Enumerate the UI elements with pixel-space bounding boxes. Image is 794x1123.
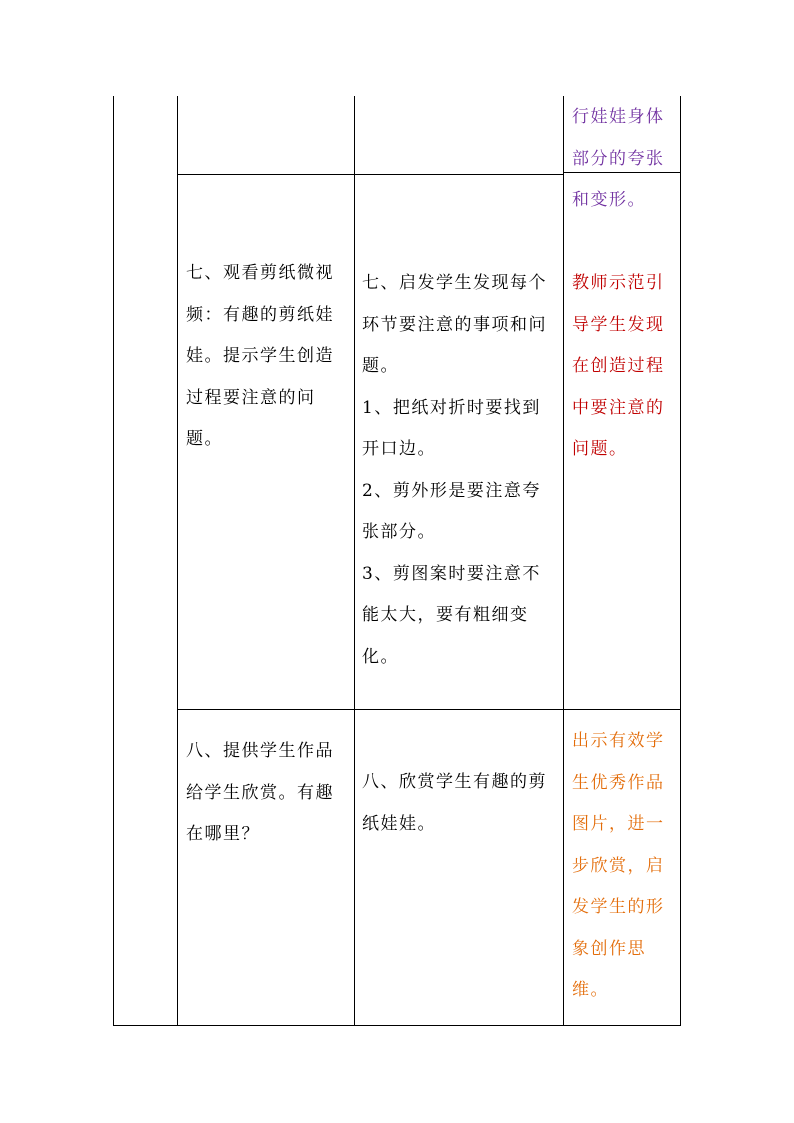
row-3-note-text: 出示有效学生优秀作品图片，进一步欣赏，启发学生的形象创作思维。 bbox=[572, 731, 665, 1000]
row-2-student-line-3: 2、剪外形是要注意夸张部分。 bbox=[362, 480, 541, 542]
row-2-teacher-activity bbox=[186, 253, 350, 461]
column-divider-1 bbox=[177, 96, 178, 1026]
row-2-note bbox=[572, 263, 674, 471]
row-3-student-line-1: 八、欣赏学生有趣的剪纸娃娃。 bbox=[362, 772, 547, 834]
row-2-student-line-4: 3、剪图案时要注意不能太大，要有粗细变化。 bbox=[362, 563, 541, 667]
row-divider-1 bbox=[177, 174, 563, 175]
table-border-right bbox=[680, 96, 681, 1026]
column-divider-3 bbox=[563, 96, 564, 1026]
row-2-teacher-text: 七、观看剪纸微视频：有趣的剪纸娃娃。提示学生创造过程要注意的问题。 bbox=[186, 263, 334, 449]
row-1-note-text: 行娃娃身体部分的夸张和变形。 bbox=[572, 107, 665, 210]
row-3-teacher-text: 八、提供学生作品给学生欣赏。有趣在哪里？ bbox=[186, 741, 334, 844]
row-3-teacher-activity bbox=[186, 731, 350, 856]
row-2-student-activity bbox=[362, 263, 554, 678]
table-border-left bbox=[113, 96, 114, 1026]
row-divider-2 bbox=[177, 709, 681, 710]
row-1-note bbox=[572, 97, 674, 222]
row-3-note bbox=[572, 721, 674, 1012]
column-divider-2 bbox=[354, 96, 355, 1026]
row-2-student-line-1: 七、启发学生发现每个环节要注意的事项和问题。 bbox=[362, 273, 547, 376]
row-2-note-text: 教师示范引导学生发现在创造过程中要注意的问题。 bbox=[572, 273, 665, 459]
row-2-student-line-2: 1、把纸对折时要找到开口边。 bbox=[362, 397, 541, 459]
table-border-bottom bbox=[113, 1025, 681, 1026]
row-3-student-activity bbox=[362, 762, 554, 845]
